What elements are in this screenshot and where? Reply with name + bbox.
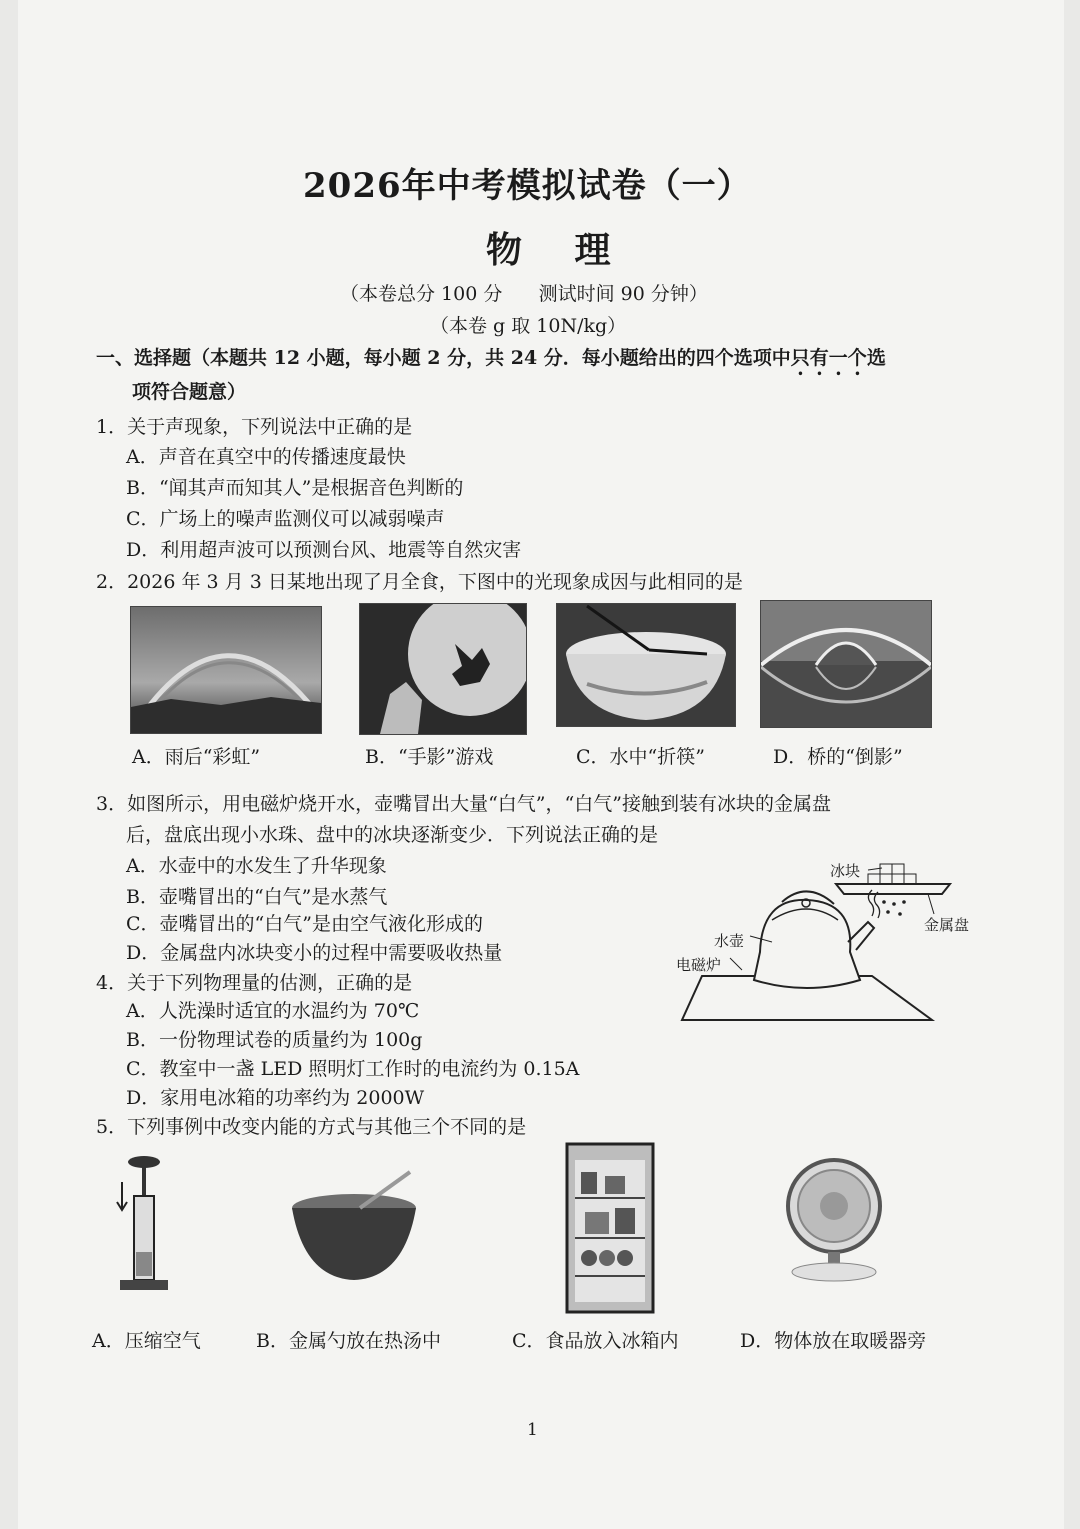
q4-option-a: A．人洗澡时适宜的水温约为 70℃ (126, 1000, 420, 1022)
hand-shadow-photo (359, 603, 527, 735)
q1-option-b: B．“闻其声而知其人”是根据音色判断的 (126, 477, 464, 499)
q5-option-d: D．物体放在取暖器旁 (740, 1330, 927, 1352)
q3-option-a: A．水壶中的水发生了升华现象 (126, 855, 387, 877)
q2-option-c: C．水中“折筷” (576, 746, 705, 768)
q4-option-b: B．一份物理试卷的质量约为 100g (126, 1029, 423, 1051)
bridge-reflection-photo (760, 600, 932, 728)
exam-title: 2026年中考模拟试卷（一） (303, 166, 752, 206)
refrigerator-illustration (565, 1142, 655, 1314)
rainbow-photo (130, 606, 322, 734)
q1-option-d: D．利用超声波可以预测台风、地震等自然灾害 (126, 539, 522, 561)
kettle-label: 水壶 (714, 932, 745, 950)
q2-option-b: B．“手影”游戏 (365, 746, 494, 768)
gravity-note: （本卷 g 取 10N/kg） (430, 315, 627, 337)
q1-option-c: C．广场上的噪声监测仪可以减弱噪声 (126, 508, 445, 530)
ice-label: 冰块 (830, 862, 861, 880)
emphasized-text: 只有一个 (790, 347, 867, 369)
q3-stem-line2: 后，盘底出现小水珠、盘中的冰块逐渐变少．下列说法正确的是 (126, 824, 659, 846)
q3-option-d: D．金属盘内冰块变小的过程中需要吸收热量 (126, 942, 503, 964)
q5-option-a: A．压缩空气 (92, 1330, 201, 1352)
soup-bowl-illustration (290, 1168, 420, 1288)
q1-option-a: A．声音在真空中的传播速度最快 (126, 446, 406, 468)
cooker-label: 电磁炉 (676, 956, 722, 974)
section-heading (96, 343, 886, 380)
section-heading-line2: 项符合题意） (132, 381, 247, 403)
section-heading-text: 一、选择题（本题共 12 小题，每小题 2 分，共 24 分．每小题给出的四个选项中 (96, 347, 791, 369)
exam-info: （本卷总分 100 分 测试时间 90 分钟） (340, 283, 708, 305)
q4-option-c: C．教室中一盏 LED 照明灯工作时的电流约为 0.15A (126, 1058, 580, 1080)
q5-option-c: C．食品放入冰箱内 (512, 1330, 679, 1352)
q2-option-d: D．桥的“倒影” (773, 746, 903, 768)
page-number: 1 (527, 1420, 538, 1440)
tray-label: 金属盘 (924, 916, 970, 934)
section-heading-end: 选 (866, 347, 886, 369)
subject-title: 物 理 (486, 229, 631, 271)
q5-stem: 5．下列事例中改变内能的方式与其他三个不同的是 (96, 1116, 527, 1138)
air-compression-illustration (112, 1152, 172, 1300)
chopstick-bowl-photo (556, 603, 736, 727)
q2-option-a: A．雨后“彩虹” (132, 746, 261, 768)
heater-illustration (780, 1154, 890, 1286)
q3-stem-line1: 3．如图所示，用电磁炉烧开水，壶嘴冒出大量“白气”，“白气”接触到装有冰块的金属盘 (96, 793, 831, 815)
q4-stem: 4．关于下列物理量的估测，正确的是 (96, 972, 413, 994)
q2-stem: 2．2026 年 3 月 3 日某地出现了月全食，下图中的光现象成因与此相同的是 (96, 571, 743, 593)
q4-option-d: D．家用电冰箱的功率约为 2000W (126, 1087, 425, 1109)
q1-stem: 1．关于声现象，下列说法中正确的是 (96, 416, 413, 438)
q3-option-b: B．壶嘴冒出的“白气”是水蒸气 (126, 886, 388, 908)
kettle-diagram (672, 858, 970, 1038)
q3-option-c: C．壶嘴冒出的“白气”是由空气液化形成的 (126, 913, 483, 935)
q5-option-b: B．金属勺放在热汤中 (256, 1330, 441, 1352)
